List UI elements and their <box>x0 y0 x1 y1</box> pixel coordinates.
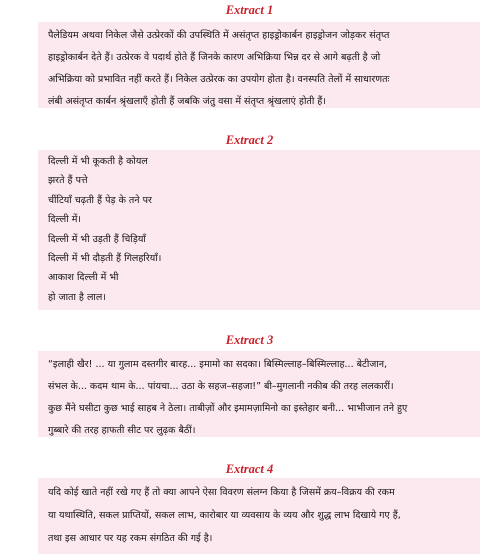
extract-text-box <box>38 478 480 554</box>
extract-1 <box>0 2 499 107</box>
extract-title: Extract 2 <box>225 133 274 147</box>
poem-line: हो जाता है लाल। <box>48 291 106 303</box>
extract-4 <box>0 461 499 544</box>
poem-line: दिल्ली में भी उड़ती हैं चिड़ियाँ <box>48 233 146 245</box>
poem-line: दिल्ली में भी कूकती है कोयल <box>48 156 148 167</box>
poem-line: झरते हैं पत्ते <box>48 175 88 187</box>
text-line: कुछ मैंने घसीटा कुछ भाई साहब ने ठेला। ताबीज़ों और इमामज़ामिनो का इस्तेहार बनी... भाभीजान तने हुए <box>48 403 408 414</box>
text-line: संभल के... कदम थाम के... पांयचा... उठा के सहज–सहजा!” बी–मुगलानी नकीब की तरह ललकारीं। <box>48 381 394 392</box>
poem-line: दिल्ली में भी दौड़ती हैं गिलहरियाँ। <box>48 253 162 265</box>
poem-line: आकाश दिल्ली में भी <box>48 272 119 284</box>
text-line: अभिक्रिया को प्रभावित नहीं करते हैं। निकेल उत्प्रेरक का उपयोग होता है। वनस्पति तेलों में साधारणतः <box>48 74 390 85</box>
text-line: लंबी असंतृप्त कार्बन श्रृंखलाएँ होती हैं जबकि जंतु वसा में संतृप्त श्रृंखलाएं होती हैं। <box>48 96 326 107</box>
text-line: “इलाही खैर! ... या गुलाम दस्तगीर बारह... इमामो का सदका। बिस्मिल्लाह–बिस्मिल्लाह... बेटीजान, <box>48 359 388 370</box>
poem-line: चींटियाँ चढ़ती हैं पेड़ के तने पर <box>48 194 152 206</box>
extract-title: Extract 1 <box>225 3 274 17</box>
extract-title: Extract 3 <box>225 333 274 347</box>
text-line: पैलेडियम अथवा निकेल जैसे उत्प्रेरकों की उपस्थिति में असंतृप्त हाइड्रोकार्बन हाइड्रोजन जोड़कर संतृप्त <box>48 30 390 41</box>
text-line: गुब्बारे की तरह हाफती सीट पर लुढ़क बैठीं। <box>48 425 196 436</box>
text-line: या यथास्थिति, सकल प्राप्तियों, सकल लाभ, कारोबार या व्यवसाय के व्यय और शुद्ध लाभ दिखाये गए हैं, <box>48 510 401 521</box>
extract-poem-box <box>38 150 480 310</box>
text-line: यदि कोई खाते नहीं रखे गए हैं तो क्या आपने ऐसा विवरण संलग्न किया है जिसमें क्रय–विक्रय की रकम <box>48 487 395 498</box>
poem-line: दिल्ली में। <box>48 214 81 226</box>
extract-title: Extract 4 <box>225 462 274 476</box>
text-line: हाइड्रोकार्बन देते हैं। उत्प्रेरक वे पदार्थ होते हैं जिनके कारण अभिक्रिया भिन्न दर से आगे बढ़ती है जो <box>48 52 381 63</box>
extract-text-box <box>38 22 480 108</box>
text-line: तथा इस आधार पर यह रकम संगठित की गई है। <box>48 533 213 544</box>
extract-text-box <box>38 351 480 437</box>
extract-2 <box>0 132 499 303</box>
extract-3 <box>0 332 499 436</box>
